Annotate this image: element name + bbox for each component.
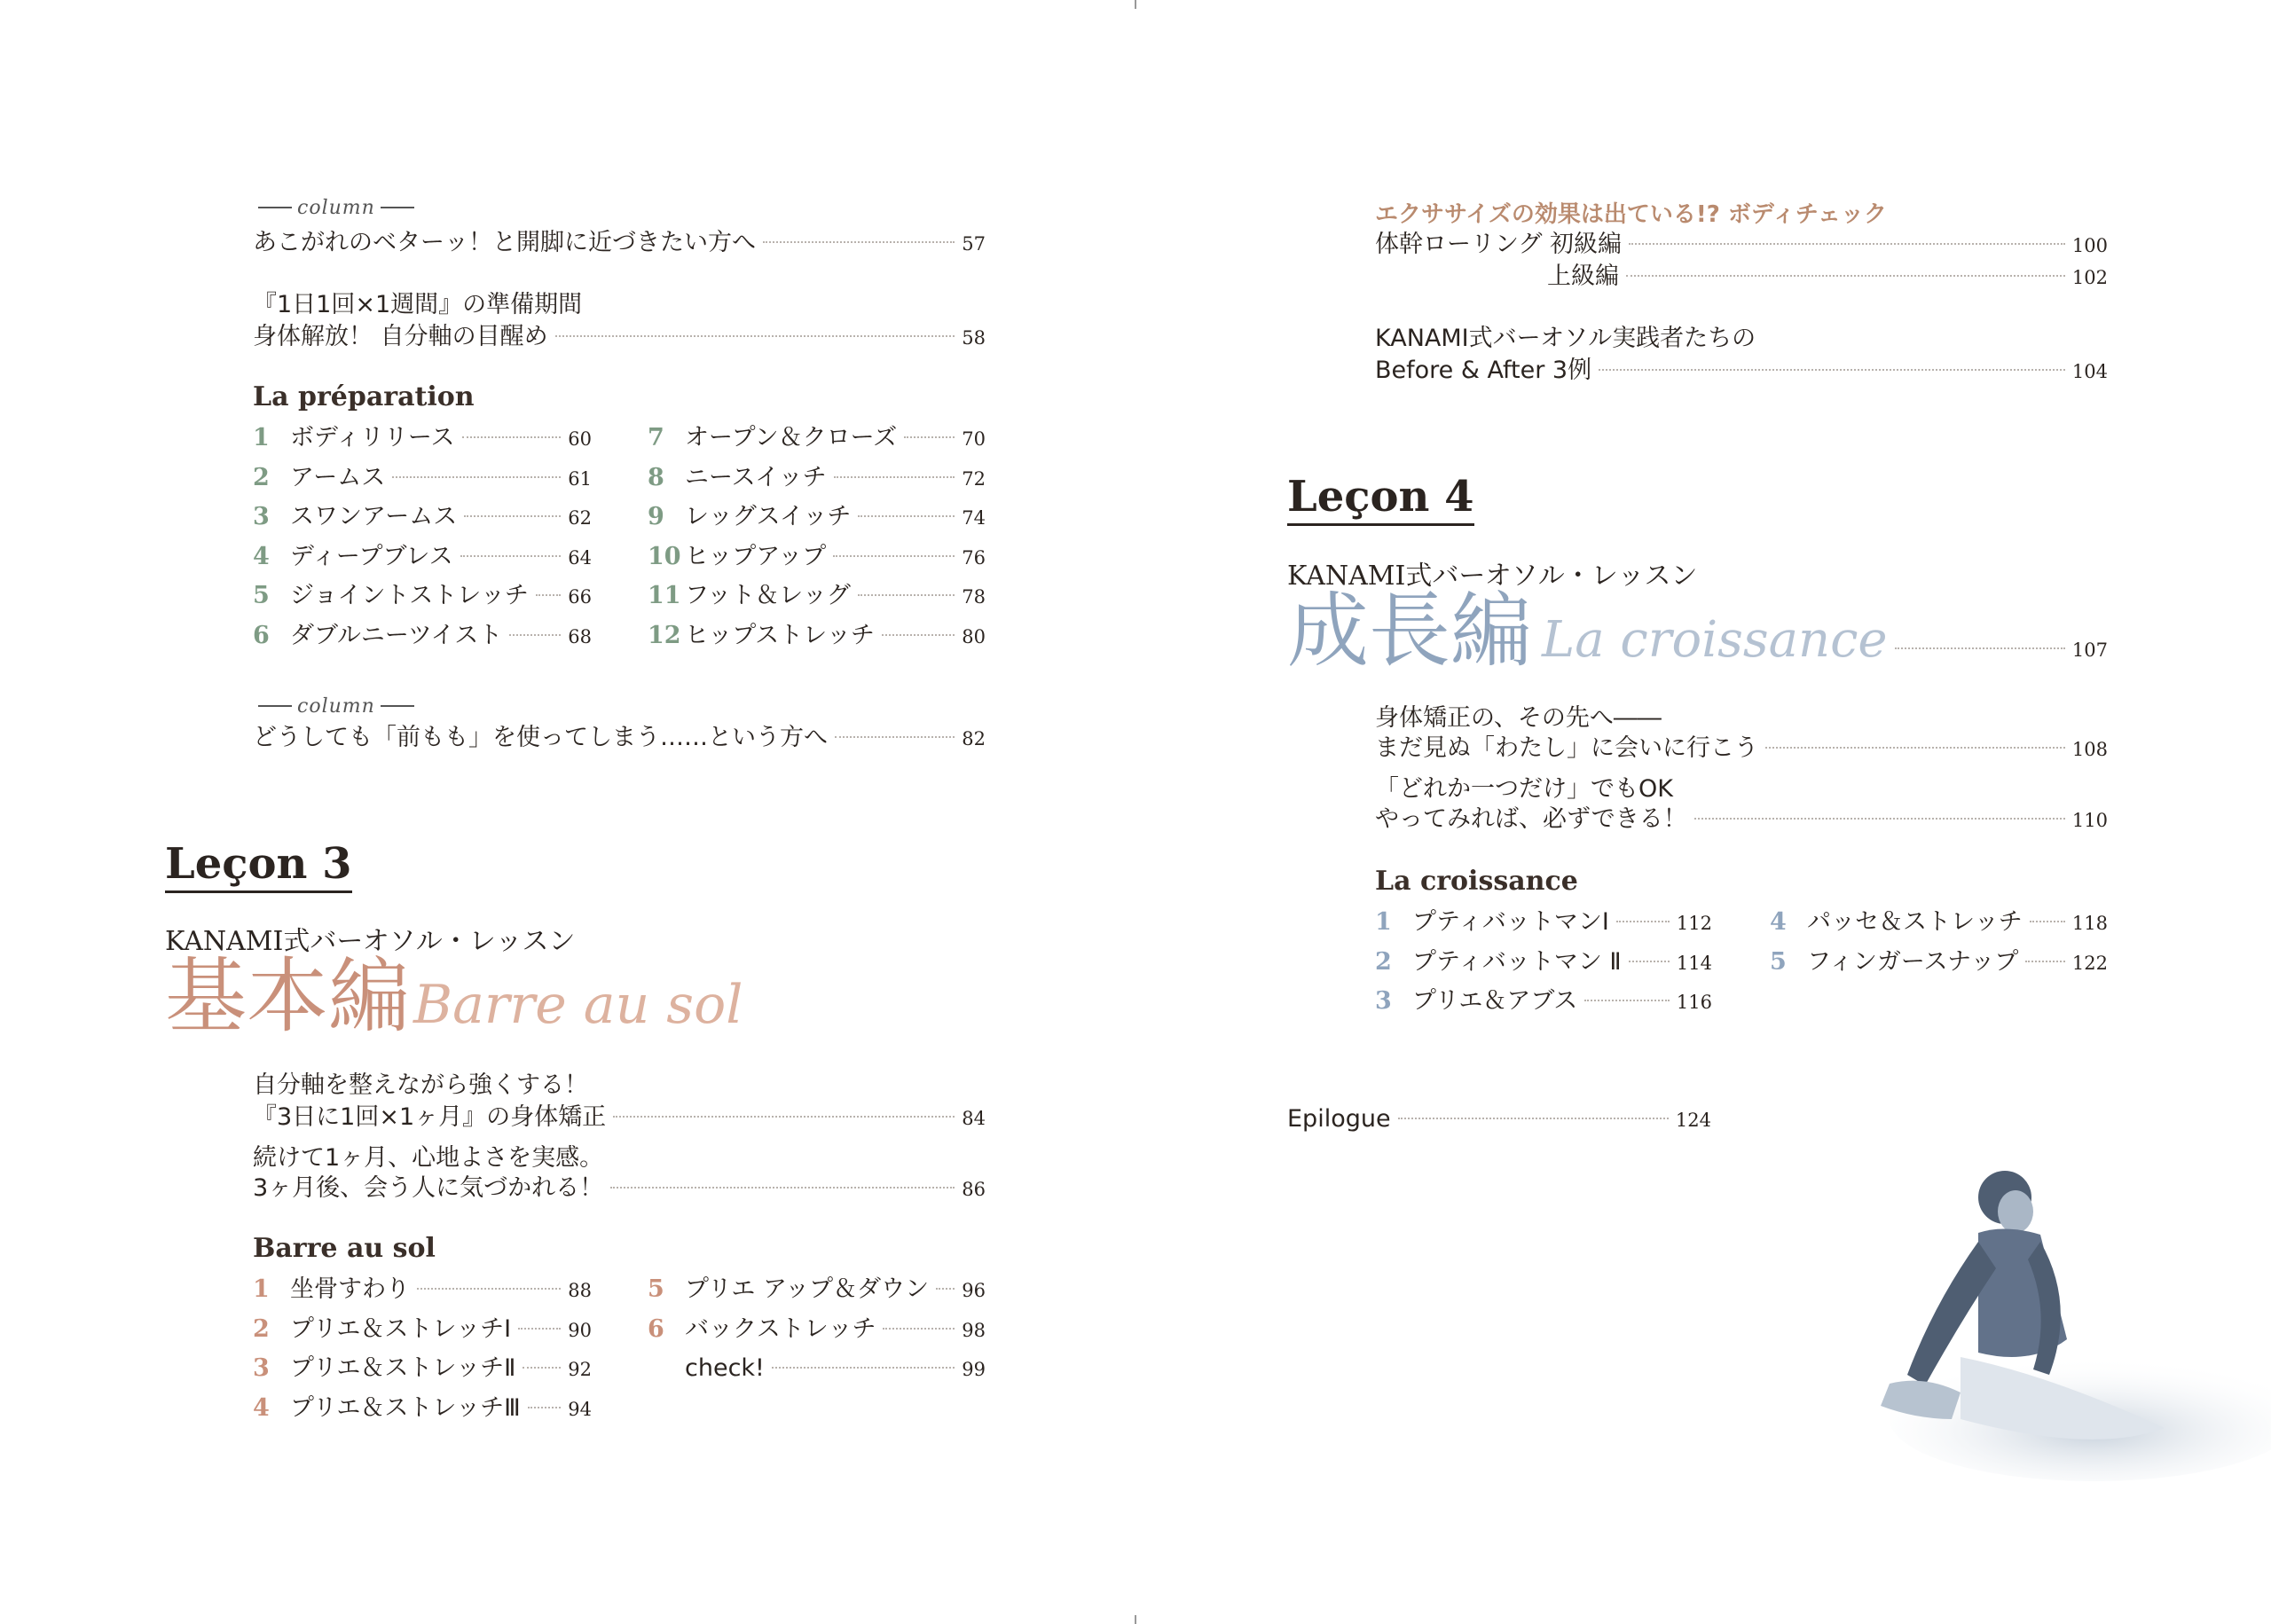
page-number: 104 (2071, 361, 2108, 382)
item-label: アームス (290, 463, 386, 491)
dot-leader (772, 1367, 955, 1369)
entry-title: どうしても「前もも」を使ってしまう……という方へ (253, 724, 828, 751)
entry-title: 体幹ローリング 初級編 (1375, 231, 1623, 258)
lecon3-intro2-line1: 続けて1ヶ月、心地よさを実感。 (253, 1144, 604, 1172)
column-entry[interactable] (253, 227, 986, 260)
entry-title: まだ見ぬ「わたし」に会いに行こう (1375, 734, 1758, 762)
item-number: 9 (648, 503, 664, 530)
lecon3-intro1-entry[interactable] (253, 1102, 986, 1134)
item-label: バックストレッチ (685, 1314, 876, 1343)
dot-leader (518, 1328, 561, 1330)
lecon3-intro2-entry[interactable] (253, 1173, 986, 1205)
toc-item[interactable] (648, 501, 986, 534)
toc-item[interactable] (253, 1274, 592, 1306)
dot-leader (833, 555, 955, 557)
dot-leader (1398, 1118, 1669, 1119)
entry-title: 上級編 (1547, 263, 1619, 290)
item-label: プリエ＆ストレッチⅠ (290, 1314, 512, 1343)
page-number: 102 (2071, 267, 2108, 288)
toc-item[interactable] (1375, 985, 1712, 1018)
item-number: 1 (253, 1275, 270, 1303)
dot-leader (1895, 647, 2065, 649)
page-number: 86 (962, 1179, 986, 1200)
page-number: 88 (568, 1280, 592, 1301)
item-label: ボディリリース (290, 424, 455, 451)
page-number: 116 (1676, 992, 1712, 1013)
toc-item[interactable] (253, 580, 592, 613)
page-number: 90 (568, 1319, 592, 1341)
toc-item[interactable] (253, 1353, 592, 1385)
crop-mark-top (1135, 0, 1136, 9)
dot-leader (536, 594, 561, 596)
dot-leader (555, 335, 955, 337)
lecon4-intro2-line1: 「どれか一つだけ」でもOK (1375, 775, 1673, 803)
page-number: 64 (568, 546, 592, 569)
ballerina-photo (1827, 1153, 2271, 1490)
page-number: 60 (568, 428, 592, 450)
item-number: 2 (1375, 947, 1392, 976)
toc-item[interactable] (253, 1314, 592, 1346)
item-number: 4 (253, 1393, 270, 1422)
lecon4-kanji: 成長編 (1287, 584, 1533, 679)
item-number: 11 (648, 582, 681, 609)
item-label: フット＆レッグ (685, 582, 851, 609)
page-number: 114 (1676, 952, 1712, 974)
toc-item[interactable] (648, 462, 986, 495)
item-number: 3 (1375, 987, 1392, 1015)
item-label: プリエ＆アブス (1412, 987, 1578, 1015)
item-number: 5 (648, 1275, 664, 1303)
item-label: ヒップアップ (685, 542, 827, 570)
item-label: フィンガースナップ (1807, 947, 2019, 976)
toc-item[interactable] (1770, 946, 2108, 979)
item-label: ヒップストレッチ (685, 621, 875, 649)
before-after-line1: KANAMI式バーオソル実践者たちの (1375, 325, 1756, 352)
preparation-heading: La préparation (253, 381, 475, 412)
dot-leader (1765, 747, 2065, 749)
page-number: 84 (962, 1108, 986, 1129)
item-label: ダブルニーツイスト (290, 621, 503, 649)
item-number: 5 (1770, 947, 1787, 976)
before-after-entry[interactable] (1375, 355, 2108, 388)
bodycheck-heading: エクササイズの効果は出ている!? ボディチェック (1375, 201, 1888, 228)
item-label: レッグスイッチ (685, 503, 852, 530)
page-number: 100 (2071, 235, 2108, 256)
toc-item[interactable] (648, 1314, 986, 1346)
column-entry[interactable] (253, 722, 986, 755)
item-number: 3 (253, 1354, 270, 1382)
item-number: 8 (648, 463, 664, 491)
lecon3-script: Barre au sol (413, 974, 743, 1036)
page-number: 80 (962, 625, 986, 647)
dot-leader (2025, 961, 2064, 962)
barre-heading: Barre au sol (253, 1233, 436, 1264)
item-number: 6 (648, 1314, 664, 1343)
lecon4-intro1-line1: 身体矯正の、その先へ―― (1375, 704, 1662, 732)
item-number: 3 (253, 503, 270, 530)
item-label: 坐骨すわり (290, 1275, 410, 1303)
column-tag: column (253, 197, 420, 219)
toc-item[interactable] (648, 1274, 986, 1306)
dot-leader (1694, 818, 2065, 820)
page-number: 112 (1676, 913, 1712, 934)
page-number: 108 (2071, 739, 2108, 760)
entry-title: Epilogue (1287, 1105, 1391, 1133)
item-number: 1 (253, 424, 270, 451)
item-number: 2 (253, 463, 270, 491)
bodycheck-entry-2[interactable] (1547, 261, 2108, 294)
page-number: 78 (962, 586, 986, 608)
toc-item[interactable] (648, 1353, 986, 1385)
dot-leader (460, 555, 562, 557)
item-number: 4 (253, 542, 270, 570)
crop-mark-bottom (1135, 1615, 1136, 1624)
page-number: 110 (2071, 810, 2108, 831)
dot-leader (883, 1328, 955, 1330)
prep-intro-line1: 『1日1回×1週間』の準備期間 (253, 291, 583, 318)
prep-intro-entry[interactable] (253, 321, 986, 354)
entry-title: 『3日に1回×1ヶ月』の身体矯正 (253, 1103, 607, 1131)
toc-item[interactable] (1375, 906, 1712, 939)
dot-leader (1629, 961, 1670, 962)
page-number: 61 (568, 467, 592, 490)
lecon3-intro1-line1: 自分軸を整えながら強くする！ (253, 1071, 588, 1099)
dot-leader (1584, 1000, 1670, 1001)
dot-leader (528, 1407, 562, 1408)
dot-leader (834, 476, 955, 478)
page-number: 76 (962, 546, 986, 569)
lecon3-title: Leçon 3 (165, 839, 352, 893)
item-label: ニースイッチ (685, 463, 827, 491)
page-number: 98 (962, 1319, 986, 1341)
item-number: 6 (253, 621, 270, 649)
dot-leader (523, 1367, 561, 1369)
dot-leader (1599, 369, 2065, 371)
item-label: パッセ＆ストレッチ (1807, 908, 2023, 936)
toc-item[interactable] (253, 541, 592, 574)
page-number: 107 (2071, 639, 2108, 661)
toc-item[interactable] (253, 1393, 592, 1425)
toc-item[interactable] (253, 620, 592, 653)
toc-item[interactable] (648, 422, 986, 455)
page-number: 58 (962, 327, 986, 349)
dot-leader (904, 436, 955, 438)
item-number: 2 (253, 1314, 270, 1343)
page-number: 74 (962, 507, 986, 529)
toc-item[interactable] (648, 541, 986, 574)
dot-leader (464, 515, 561, 517)
toc-item[interactable] (253, 501, 592, 534)
column-tag: column (253, 695, 420, 718)
lecon4-subtitle: KANAMI式バーオソル・レッスン (1287, 561, 1698, 592)
page-number: 94 (568, 1398, 592, 1420)
toc-item[interactable] (253, 422, 592, 455)
page-number: 72 (962, 467, 986, 490)
dot-leader (835, 736, 955, 738)
dot-leader (1616, 921, 1670, 922)
lecon4-script: La croissance (1542, 611, 1888, 669)
dot-leader (1626, 275, 2065, 277)
entry-title: 身体解放！ 自分軸の目醒め (253, 323, 548, 350)
croissance-heading: La croissance (1375, 866, 1578, 897)
item-number: 4 (1770, 908, 1787, 936)
dot-leader (462, 436, 562, 438)
dot-leader (509, 634, 561, 636)
dot-leader (392, 476, 561, 478)
item-label: プティバットマンⅠ (1412, 908, 1609, 936)
dot-leader (858, 594, 955, 596)
lecon4-title: Leçon 4 (1287, 472, 1474, 526)
dot-leader (763, 241, 955, 243)
entry-title: 3ヶ月後、会う人に気づかれる！ (253, 1174, 604, 1202)
page-number: 66 (568, 586, 592, 608)
lecon4-intro1-entry[interactable] (1375, 733, 2108, 765)
dot-leader (610, 1187, 955, 1189)
page-number: 122 (2071, 952, 2108, 974)
page-number: 70 (962, 428, 986, 450)
item-number: 1 (1375, 908, 1392, 936)
item-number: 7 (648, 424, 664, 451)
page-number: 124 (1675, 1110, 1711, 1131)
epilogue-entry[interactable] (1287, 1103, 1711, 1136)
toc-item[interactable] (253, 462, 592, 495)
page-number: 68 (568, 625, 592, 647)
item-label: プリエ アップ＆ダウン (685, 1275, 930, 1303)
dot-leader (613, 1116, 955, 1118)
dot-leader (936, 1288, 955, 1290)
lecon4-entry[interactable] (1542, 611, 2108, 669)
toc-item[interactable] (648, 580, 986, 613)
page-number: 82 (962, 728, 986, 749)
entry-title: あこがれのベターッ！と開脚に近づきたい方へ (253, 229, 756, 256)
dot-leader (2030, 921, 2065, 922)
item-number: 12 (648, 621, 681, 649)
item-number: 5 (253, 582, 270, 609)
item-label: オープン＆クローズ (685, 424, 898, 451)
item-label: ジョイントストレッチ (290, 582, 529, 609)
page-number: 118 (2071, 913, 2108, 934)
item-label: プリエ＆ストレッチⅡ (290, 1354, 516, 1382)
item-number: 10 (648, 542, 681, 570)
dot-leader (882, 634, 955, 636)
dot-leader (1629, 243, 2065, 245)
lecon3-kanji: 基本編 (165, 949, 411, 1044)
page-number: 62 (568, 507, 592, 529)
item-label: スワンアームス (290, 503, 458, 530)
toc-item[interactable] (648, 620, 986, 653)
page-number: 92 (568, 1359, 592, 1380)
page-number: 96 (962, 1280, 986, 1301)
page-number: 99 (962, 1359, 986, 1380)
bodycheck-entry-1[interactable] (1375, 229, 2108, 262)
dot-leader (417, 1288, 561, 1290)
page-number: 57 (962, 233, 986, 255)
dot-leader (858, 515, 955, 517)
lecon4-intro2-entry[interactable] (1375, 804, 2108, 836)
item-label: プリエ＆ストレッチⅢ (290, 1393, 521, 1422)
lecon3-subtitle: KANAMI式バーオソル・レッスン (165, 926, 576, 957)
item-label: プティバットマン Ⅱ (1412, 947, 1622, 976)
toc-item[interactable] (1770, 906, 2108, 939)
toc-item[interactable] (1375, 946, 1712, 979)
item-label: ディープブレス (290, 542, 453, 570)
item-label: check! (685, 1354, 765, 1382)
entry-title: Before & After 3例 (1375, 357, 1592, 384)
entry-title: やってみれば、必ずできる！ (1375, 805, 1687, 833)
